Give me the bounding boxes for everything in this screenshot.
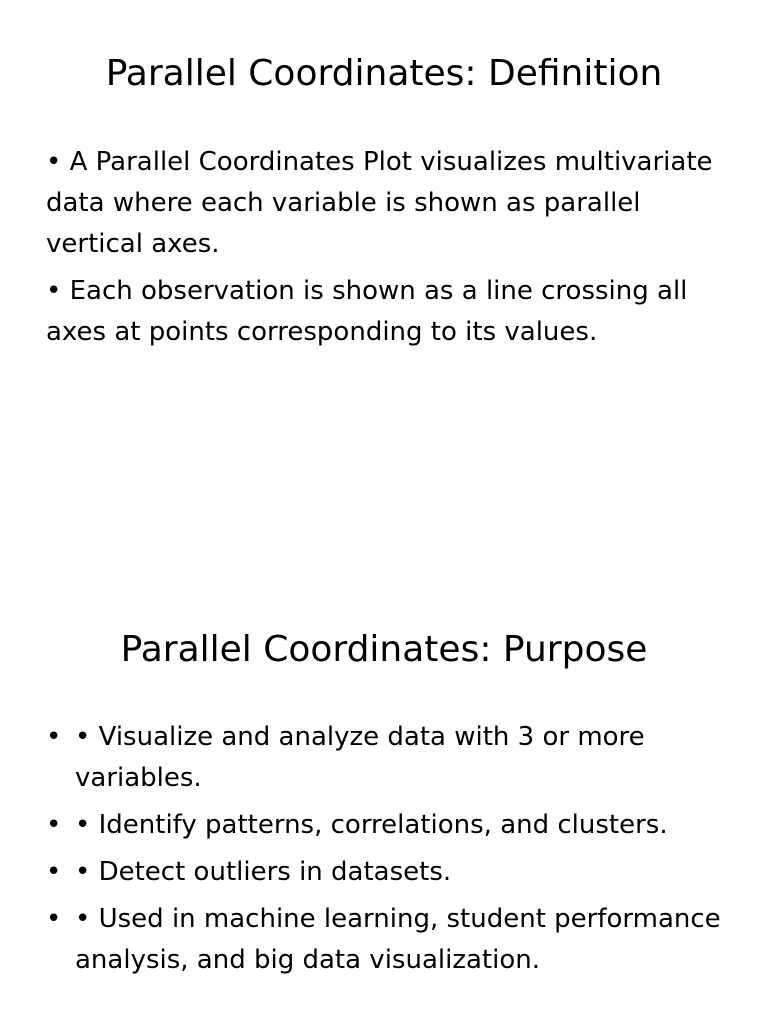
bullet-icon: • [46, 722, 62, 752]
bullet-icon: • [46, 857, 62, 887]
paragraph: • Each observation is shown as a line crossing all axes at points corresponding to its values. [46, 276, 688, 347]
slide-title: Parallel Coordinates: Definition [105, 53, 663, 94]
bullet-icon: • [46, 904, 62, 934]
list-item [46, 717, 736, 799]
list-item [46, 805, 736, 846]
list-item-text: • Identify patterns, correlations, and clusters. [75, 810, 668, 840]
list-item-text: • Used in machine learning, student performance analysis, and big data visualization. [75, 904, 721, 975]
list-item-text: • Visualize and analyze data with 3 or more variables. [75, 722, 645, 793]
list-item [46, 899, 736, 981]
paragraph: • A Parallel Coordinates Plot visualizes multivariate data where each variable is shown as parallel vertical axes. [46, 147, 713, 259]
bullet-icon: • [46, 810, 62, 840]
slide-purpose [0, 512, 768, 1024]
slide-title: Parallel Coordinates: Purpose [120, 629, 648, 670]
bullet-list [46, 717, 736, 987]
slide-body [46, 142, 736, 359]
list-item [46, 852, 736, 893]
list-item-text: • Detect outliers in datasets. [75, 857, 452, 887]
